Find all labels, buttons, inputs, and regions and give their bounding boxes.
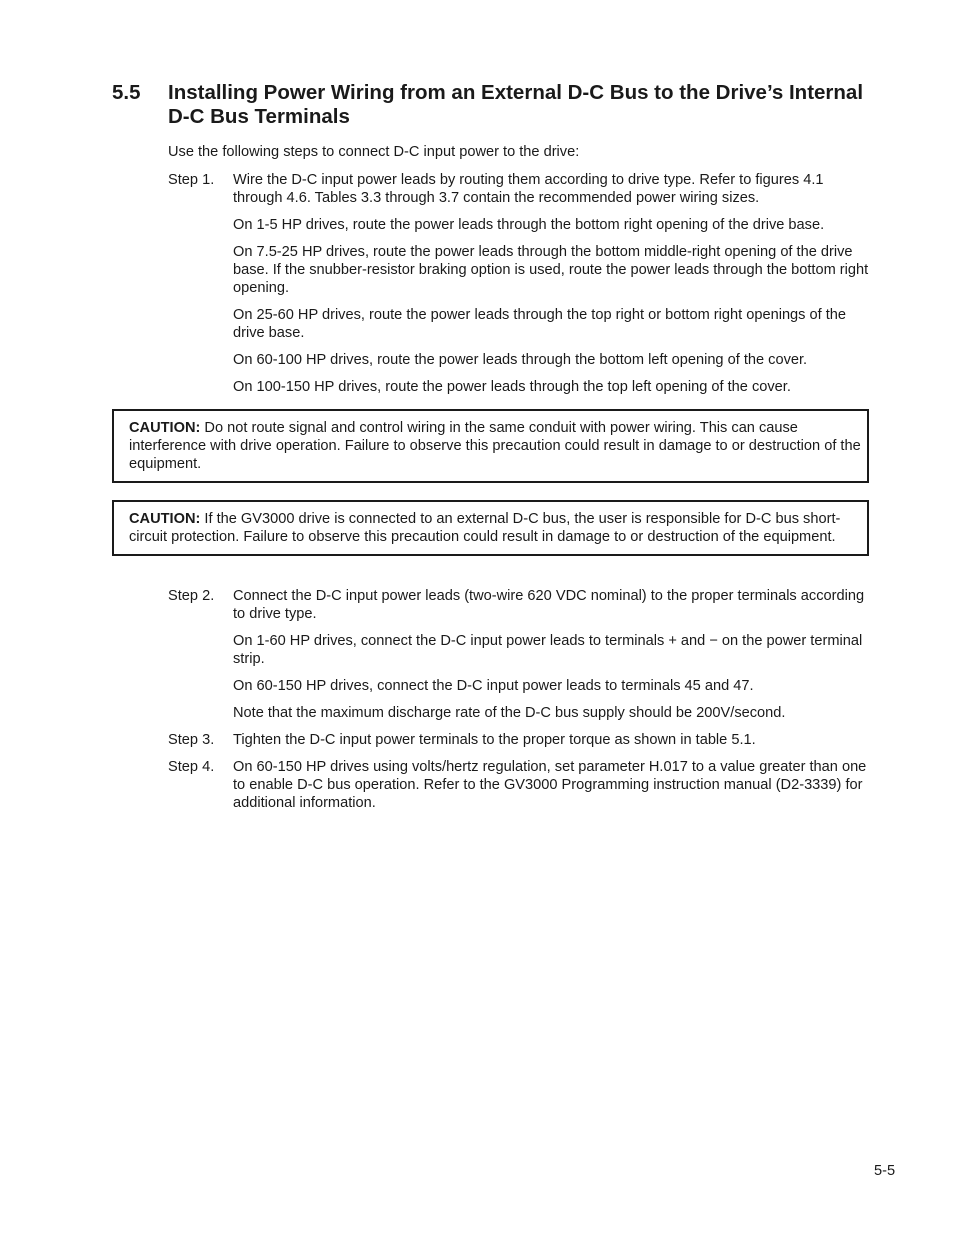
step-4-text: On 60-150 HP drives using volts/hertz regulation, set parameter H.017 to a value greater than one to enable D-C bus operation. Refer to the GV3000 Programming instruction manual (D2-3339) for additional information. [233, 759, 867, 811]
step-2-label: Step 2. [168, 588, 215, 604]
section-title: Installing Power Wiring from an External D-C Bus to the Drive’s Internal D-C Bus Terminals [168, 81, 864, 128]
step-3-text: Tighten the D-C input power terminals to the proper torque as shown in table 5.1. [233, 732, 756, 748]
caution-box [112, 500, 869, 556]
step-1-paragraph: On 7.5-25 HP drives, route the power leads through the bottom middle-right opening of the drive base. If the snubber-resistor braking option is used, route the power leads through the bottom right opening. [233, 244, 869, 296]
section-number: 5.5 [112, 81, 141, 104]
caution-text: Do not route signal and control wiring in the same conduit with power wiring. This can cause interference with drive operation. Failure to observe this precaution could result in damage to or destruction of the equipment. [129, 420, 861, 472]
caution-label: CAUTION: [129, 420, 201, 436]
caution-box [112, 409, 869, 483]
step-1-paragraph: On 100-150 HP drives, route the power leads through the top left opening of the cover. [233, 379, 791, 395]
step-1-paragraph: On 25-60 HP drives, route the power leads through the top right or bottom right openings of the drive base. [233, 307, 847, 341]
step-1-paragraph: On 60-100 HP drives, route the power leads through the bottom left opening of the cover. [233, 352, 808, 368]
step-2-paragraph: Note that the maximum discharge rate of the D-C bus supply should be 200V/second. [233, 705, 786, 721]
step-1-label: Step 1. [168, 172, 215, 188]
caution-text: If the GV3000 drive is connected to an external D-C bus, the user is responsible for D-C bus short-circuit protection. Failure to observe this precaution could result in damage to or destruction of the equipment. [129, 511, 841, 545]
step-2-paragraph: On 1-60 HP drives, connect the D-C input power leads to terminals + and − on the power terminal strip. [233, 633, 863, 667]
page-number: 5-5 [874, 1163, 896, 1179]
step-1-text: Wire the D-C input power leads by routing them according to drive type. Refer to figures 4.1 through 4.6. Tables 3.3 through 3.7 contain the recommended power wiring sizes. [233, 172, 824, 206]
step-2-text: Connect the D-C input power leads (two-wire 620 VDC nominal) to the proper terminals according to drive type. [233, 588, 865, 622]
step-3-label: Step 3. [168, 732, 215, 748]
step-1-paragraph: On 1-5 HP drives, route the power leads through the bottom right opening of the drive base. [233, 217, 825, 233]
caution-label: CAUTION: [129, 511, 201, 527]
intro-text: Use the following steps to connect D-C input power to the drive: [168, 144, 580, 160]
step-2-paragraph: On 60-150 HP drives, connect the D-C input power leads to terminals 45 and 47. [233, 678, 754, 694]
step-4-label: Step 4. [168, 759, 215, 775]
